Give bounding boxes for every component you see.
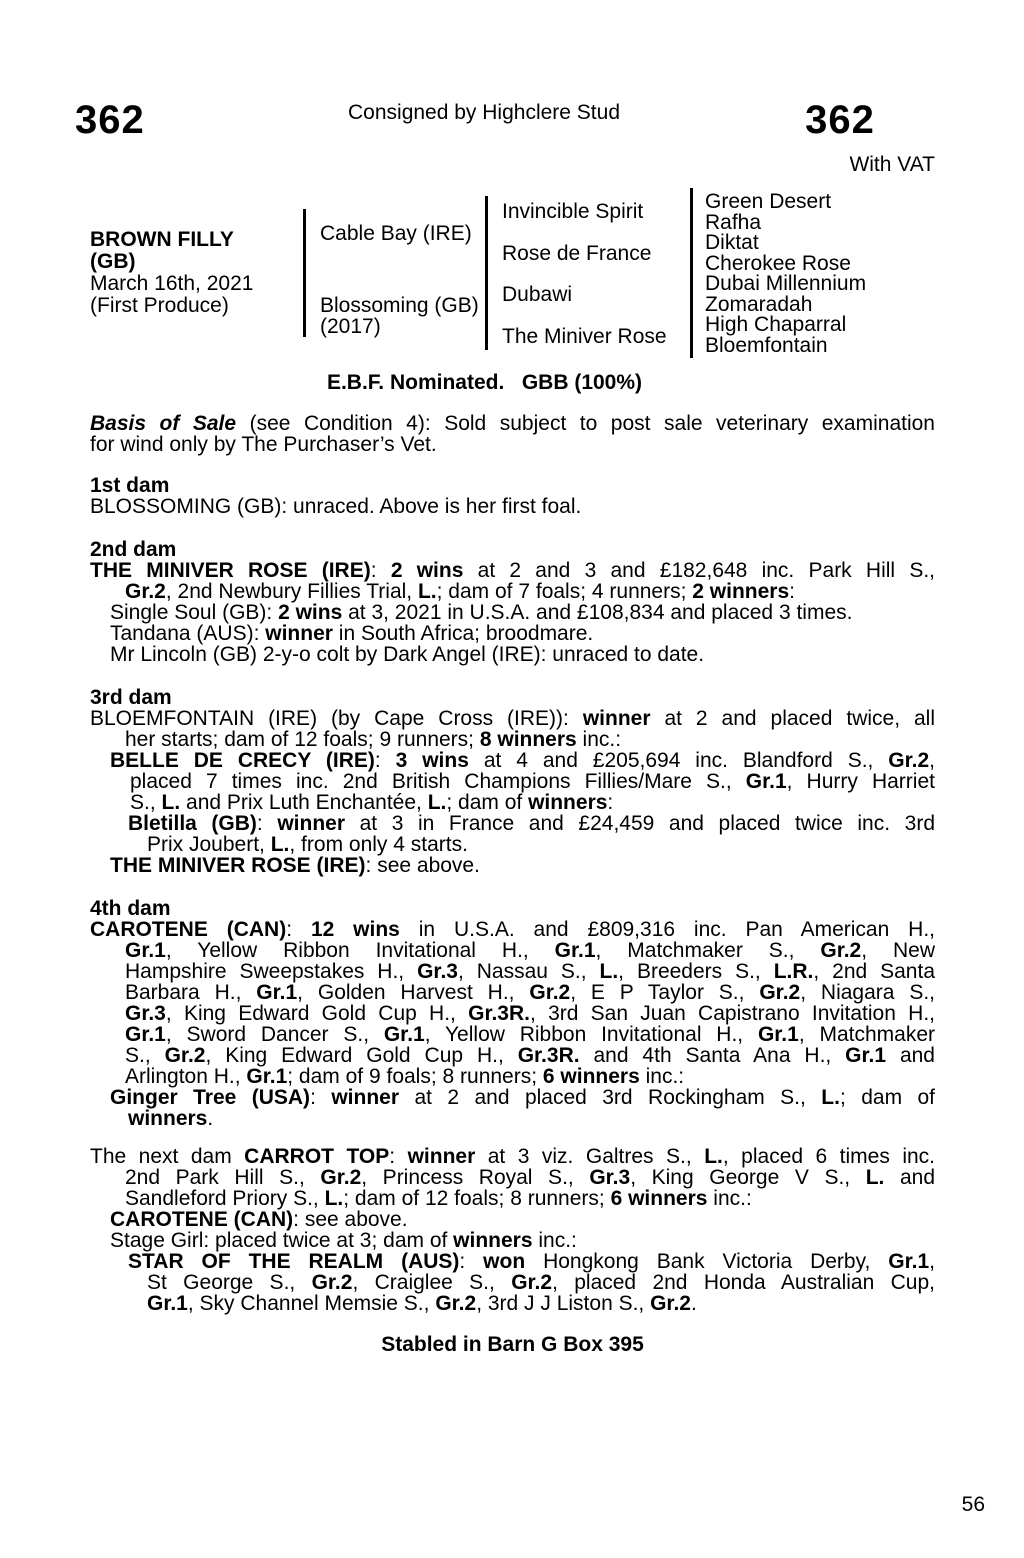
text-run: . xyxy=(207,1107,214,1130)
emphasis-text: Gr.3 xyxy=(589,1166,631,1189)
text-run: , Princess Royal S., xyxy=(361,1166,590,1189)
text-run: S., xyxy=(130,791,162,814)
text-run: ; dam of 9 foals; 8 runners; xyxy=(287,1065,543,1088)
text-run: ; dam of 7 foals; 4 runners; xyxy=(436,580,693,603)
text-run: ; dam of xyxy=(446,791,529,814)
great-grandparent-name: Cherokee Rose xyxy=(705,251,851,275)
text-run: her starts; dam of 12 foals; 9 runners; xyxy=(125,728,480,751)
text-line xyxy=(90,961,935,982)
emphasis-text: CARROT TOP xyxy=(244,1145,390,1168)
text-line xyxy=(90,750,935,771)
grandparent-name: Dubawi xyxy=(502,283,573,307)
text-run: Hongkong Bank Victoria Derby, xyxy=(525,1250,889,1273)
text-line xyxy=(90,729,935,750)
great-grandparent-name: Bloemfontain xyxy=(705,333,828,357)
lot-number-left: 362 xyxy=(75,98,145,142)
text-run: and xyxy=(884,1166,936,1189)
text-run: and xyxy=(886,1044,935,1067)
text-run: , placed 2nd Honda Australian Cup, xyxy=(552,1271,935,1294)
text-run: BLOEMFONTAIN (IRE) (by Cape Cross (IRE)): xyxy=(90,707,583,730)
emphasis-text: L. xyxy=(865,1166,885,1189)
great-grandparent-name: Green Desert xyxy=(705,190,832,213)
text-line xyxy=(90,708,935,729)
text-run: at 3 viz. Galtres S., xyxy=(475,1145,705,1168)
text-run: Tandana (AUS): xyxy=(110,622,266,645)
text-run: at 3, 2021 in U.S.A. and £108,834 and placed 3 times. xyxy=(342,601,853,624)
great-grandparent-name: Zomaradah xyxy=(705,292,813,316)
text-run: 2nd Park Hill S., xyxy=(125,1166,321,1189)
emphasis-text: 12 wins xyxy=(310,918,400,941)
emphasis-text: 6 winners xyxy=(610,1187,708,1210)
sire-name: Cable Bay (IRE) xyxy=(320,222,472,245)
emphasis-text: Gr.3R. xyxy=(468,1002,530,1025)
emphasis-text: Gr.2 xyxy=(164,1044,206,1067)
text-line xyxy=(90,1087,935,1108)
text-run: : xyxy=(286,918,311,941)
emphasis-text: winner xyxy=(331,1086,400,1109)
text-run: at 2 and 3 and £182,648 inc. Park Hill S., xyxy=(463,559,935,582)
text-line xyxy=(90,1003,935,1024)
text-line xyxy=(90,792,935,813)
emphasis-text: L. xyxy=(704,1145,723,1168)
text-line xyxy=(90,644,935,665)
emphasis-text: Gr.3R. xyxy=(517,1044,580,1067)
text-run: , E P Taylor S., xyxy=(570,981,760,1004)
text-run: inc.: xyxy=(576,728,622,751)
emphasis-text: Gr.2 xyxy=(650,1292,691,1315)
nomination-line: E.B.F. Nominated. GBB (100%) xyxy=(326,371,643,394)
text-run: : xyxy=(789,580,795,603)
text-run: Hampshire Sweepstakes H., xyxy=(125,960,418,983)
text-run: : see above. xyxy=(293,1208,408,1231)
text-line xyxy=(90,560,935,581)
text-run: : xyxy=(459,1250,484,1273)
text-run: , King Edward Gold Cup H., xyxy=(165,1002,469,1025)
horse-name: BROWN FILLY xyxy=(90,228,234,251)
emphasis-text: Basis of Sale xyxy=(90,412,237,435)
grandparent-name: Invincible Spirit xyxy=(502,200,644,223)
emphasis-text: Gr.1 xyxy=(888,1250,930,1273)
text-line xyxy=(90,623,935,644)
emphasis-text: THE MINIVER ROSE (IRE) xyxy=(110,854,366,877)
text-run: : xyxy=(256,812,278,835)
emphasis-text: L. xyxy=(324,1187,344,1210)
text-run: , Yellow Ribbon Invitational H., xyxy=(165,939,555,962)
text-run: , Craiglee S., xyxy=(352,1271,512,1294)
emphasis-text: STAR OF THE REALM (AUS) xyxy=(128,1250,460,1273)
basis-of-sale xyxy=(90,413,935,455)
text-run: at 4 and £205,694 inc. Blandford S., xyxy=(468,749,889,772)
emphasis-text: 2 wins xyxy=(390,559,464,582)
emphasis-text: Gr.2 xyxy=(511,1271,553,1294)
emphasis-text: Gr.1 xyxy=(745,770,787,793)
text-run: ; dam of 12 foals; 8 runners; xyxy=(343,1187,611,1210)
text-run: . xyxy=(690,1292,697,1315)
text-line xyxy=(90,771,935,792)
text-run: , xyxy=(929,749,935,772)
text-run: , Golden Harvest H., xyxy=(297,981,530,1004)
text-line xyxy=(90,1045,935,1066)
emphasis-text: 3 wins xyxy=(395,749,469,772)
emphasis-text: Gr.2 xyxy=(435,1292,477,1315)
text-run: , Hurry Harriet xyxy=(786,770,935,793)
emphasis-text: Gr.2 xyxy=(888,749,930,772)
text-line xyxy=(90,1108,935,1129)
text-run: : xyxy=(370,559,391,582)
emphasis-text: L. xyxy=(161,791,181,814)
text-run: : xyxy=(310,1086,332,1109)
text-line xyxy=(90,1230,935,1251)
emphasis-text: THE MINIVER ROSE (IRE) xyxy=(90,559,371,582)
text-run: , 2nd Santa xyxy=(813,960,935,983)
emphasis-text: CAROTENE (CAN) xyxy=(110,1208,294,1231)
text-line xyxy=(90,940,935,961)
great-grandparent-name: Diktat xyxy=(705,231,759,254)
page-number: 56 xyxy=(961,1493,985,1516)
great-grandparent-name: Rafha xyxy=(705,210,762,234)
pedigree-text xyxy=(90,475,935,1314)
emphasis-text: L. xyxy=(821,1086,840,1109)
dam-section xyxy=(90,475,935,517)
text-line xyxy=(90,602,935,623)
text-run: ; dam of xyxy=(839,1086,936,1109)
lot-number-right: 362 xyxy=(805,98,875,142)
text-run: at 3 in France and £24,459 and placed twice inc. 3rd xyxy=(345,812,935,835)
text-run: inc.: xyxy=(707,1187,752,1210)
emphasis-text: Gr.1 xyxy=(554,939,596,962)
vat-note: With VAT xyxy=(849,153,935,176)
section-heading: 2nd dam xyxy=(90,538,177,561)
consignor-line: Consigned by Highclere Stud xyxy=(348,101,620,124)
emphasis-text: Gr.3 xyxy=(125,1002,166,1025)
text-run: Prix Joubert, xyxy=(147,833,271,856)
text-run: , placed 6 times inc. xyxy=(722,1145,936,1168)
emphasis-text: Bletilla (GB) xyxy=(128,812,257,835)
dam-year: (2017) xyxy=(320,315,381,338)
emphasis-text: 2 winners xyxy=(692,580,790,603)
text-run: placed 7 times inc. 2nd British Champions Fillies/Mare S., xyxy=(130,770,746,793)
emphasis-text: Gr.2 xyxy=(320,1166,362,1189)
text-run: , Sky Channel Memsie S., xyxy=(187,1292,436,1315)
emphasis-text: Gr.2 xyxy=(125,580,166,603)
text-run: : xyxy=(389,1145,408,1168)
emphasis-text: CAROTENE (CAN) xyxy=(90,918,287,941)
section-heading: 4th dam xyxy=(90,897,171,920)
text-run: inc.: xyxy=(639,1065,685,1088)
text-run: , Niagara S., xyxy=(800,981,935,1004)
text-run: BLOSSOMING (GB): unraced. Above is her first foal. xyxy=(90,495,582,518)
text-line xyxy=(90,1024,935,1045)
emphasis-text: L. xyxy=(599,960,619,983)
produce-note: (First Produce) xyxy=(90,294,229,317)
text-run: , 3rd San Juan Capistrano Invitation H., xyxy=(530,1002,935,1025)
emphasis-text: L.R. xyxy=(773,960,814,983)
text-run: inc.: xyxy=(532,1229,577,1252)
emphasis-text: Gr.2 xyxy=(529,981,571,1004)
emphasis-text: 8 winners xyxy=(479,728,577,751)
text-line xyxy=(90,1066,935,1087)
text-run: Sandleford Priory S., xyxy=(125,1187,325,1210)
text-run: , New xyxy=(861,939,936,962)
text-line xyxy=(90,1167,935,1188)
emphasis-text: Gr.3 xyxy=(417,960,458,983)
horse-country-suffix: (GB) xyxy=(90,250,136,273)
grandparent-name: Rose de France xyxy=(502,241,652,265)
dam-section xyxy=(90,687,935,876)
text-line xyxy=(90,834,935,855)
emphasis-text: 6 winners xyxy=(542,1065,640,1088)
dam-name: Blossoming (GB) xyxy=(320,294,479,317)
emphasis-text: L. xyxy=(270,833,290,856)
text-run: in U.S.A. and £809,316 inc. Pan American H., xyxy=(399,918,936,941)
emphasis-text: winners xyxy=(528,791,608,814)
text-line xyxy=(90,581,935,602)
text-run: , Sword Dancer S., xyxy=(165,1023,384,1046)
pedigree-table xyxy=(90,187,935,359)
section-heading: 3rd dam xyxy=(90,686,172,709)
text-run: , King George V S., xyxy=(630,1166,866,1189)
text-run: The next dam xyxy=(90,1145,245,1168)
text-run: , 3rd J J Liston S., xyxy=(476,1292,651,1315)
great-grandparent-name: High Chaparral xyxy=(705,313,847,336)
text-run: : see above. xyxy=(365,854,480,877)
text-run: , Matchmaker xyxy=(798,1023,935,1046)
emphasis-text: winner xyxy=(265,622,333,645)
page-header xyxy=(75,98,935,142)
text-run: , from only 4 starts. xyxy=(289,833,468,856)
emphasis-text: winner xyxy=(407,1145,476,1168)
pedigree-great-grandparents-column xyxy=(690,188,935,358)
text-line xyxy=(90,1293,935,1314)
text-run: , 2nd Newbury Fillies Trial, xyxy=(165,580,418,603)
text-run: at 2 and placed twice, all xyxy=(650,707,935,730)
emphasis-text: Gr.1 xyxy=(256,981,298,1004)
text-run: , Breeders S., xyxy=(618,960,774,983)
text-run: Arlington H., xyxy=(125,1065,247,1088)
text-line xyxy=(90,434,935,455)
emphasis-text: Ginger Tree (USA) xyxy=(110,1086,311,1109)
emphasis-text: Gr.1 xyxy=(147,1292,188,1315)
emphasis-text: Gr.1 xyxy=(383,1023,425,1046)
text-run: S., xyxy=(125,1044,165,1067)
text-run: and 4th Santa Ana H., xyxy=(579,1044,846,1067)
text-run: Barbara H., xyxy=(125,981,257,1004)
text-run: , xyxy=(929,1250,936,1273)
pedigree-grandparents-column xyxy=(485,196,690,350)
dam-section xyxy=(90,898,935,1129)
emphasis-text: Gr.1 xyxy=(246,1065,288,1088)
emphasis-text: Gr.1 xyxy=(757,1023,799,1046)
emphasis-text: Gr.1 xyxy=(125,939,166,962)
text-line xyxy=(90,413,935,434)
emphasis-text: Gr.1 xyxy=(125,1023,166,1046)
text-line xyxy=(90,1209,935,1230)
emphasis-text: L. xyxy=(427,791,447,814)
emphasis-text: Gr.2 xyxy=(311,1271,353,1294)
text-line xyxy=(90,982,935,1003)
emphasis-text: Gr.2 xyxy=(820,939,862,962)
text-run: at 2 and placed 3rd Rockingham S., xyxy=(399,1086,822,1109)
text-run: for wind only by The Purchaser’s Vet. xyxy=(90,433,437,456)
text-run: : xyxy=(374,749,396,772)
text-run: (see Condition 4): Sold subject to post sale veterinary examination xyxy=(236,412,935,435)
emphasis-text: BELLE DE CRECY (IRE) xyxy=(110,749,375,772)
text-line xyxy=(90,1188,935,1209)
text-run: , Nassau S., xyxy=(457,960,600,983)
text-run: and Prix Luth Enchantée, xyxy=(180,791,428,814)
emphasis-text: winners xyxy=(453,1229,533,1252)
emphasis-text: 2 wins xyxy=(278,601,343,624)
dam-block xyxy=(320,295,485,337)
grandparent-name: The Miniver Rose xyxy=(502,324,667,348)
text-line xyxy=(90,813,935,834)
emphasis-text: winners xyxy=(128,1107,208,1130)
text-run: , Yellow Ribbon Invitational H., xyxy=(424,1023,758,1046)
text-line xyxy=(90,1272,935,1293)
section-heading: 1st dam xyxy=(90,474,170,497)
text-run: , King Edward Gold Cup H., xyxy=(205,1044,518,1067)
pedigree-parents-column xyxy=(303,209,485,337)
text-line xyxy=(90,855,935,876)
pedigree-subject xyxy=(90,229,303,317)
emphasis-text: L. xyxy=(417,580,437,603)
text-run: Mr Lincoln (GB) 2-y-o colt by Dark Angel (IRE): unraced to date. xyxy=(110,643,705,666)
emphasis-text: Gr.2 xyxy=(759,981,801,1004)
text-line xyxy=(90,919,935,940)
dam-section xyxy=(90,1146,935,1314)
text-run: Stage Girl: placed twice at 3; dam of xyxy=(110,1229,454,1252)
emphasis-text: winner xyxy=(582,707,651,730)
text-line xyxy=(90,1251,935,1272)
dam-section xyxy=(90,539,935,665)
text-run: , Matchmaker S., xyxy=(595,939,821,962)
text-run: St George S., xyxy=(147,1271,312,1294)
text-run: Single Soul (GB): xyxy=(110,601,279,624)
emphasis-text: Gr.1 xyxy=(845,1044,887,1067)
great-grandparent-name: Dubai Millennium xyxy=(705,272,867,295)
emphasis-text: winner xyxy=(277,812,346,835)
foaling-date: March 16th, 2021 xyxy=(90,272,254,295)
stabling-note: Stabled in Barn G Box 395 xyxy=(381,1333,644,1356)
text-line xyxy=(90,496,935,517)
emphasis-text: won xyxy=(483,1250,526,1273)
text-run: : xyxy=(607,791,614,814)
text-line xyxy=(90,1146,935,1167)
text-run: in South Africa; broodmare. xyxy=(332,622,594,645)
